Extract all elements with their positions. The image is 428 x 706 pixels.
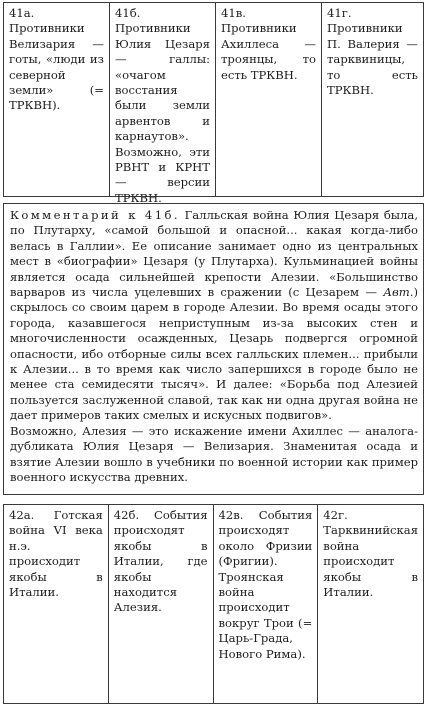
cell-42b: 42б. События происходят якобы в Италии, где якобы находится Алезия.: [109, 505, 214, 703]
commentary-text-part-2: ) скрылось со своим царем в городе Алезии. Во время осады этого города, казавшегося неприступным из-за высоких стен и многочисленности осажденных, Цезарь подвергся огромной опасности, ибо отборные силы всех галльских племен... прибыли к Алезии... в то время как число запершихся в городе было не менее ста семидесяти тысяч». И далее: «Борьба под Алезией пользуется заслуженной славой, так как ни одна другая война не дает примеров таких смелых и искусных подвигов».: [10, 285, 419, 423]
cell-42v: 42в. События происходят около Фризии (Фригии). Троянская война происходит вокруг Трои (= Царь-Града, Нового Рима).: [214, 505, 319, 703]
commentary-text-part-1: Галльская война Юлия Цезаря была, по Плутарху, «самой большой и опасной... какая когда-либо велась в Галлии». Ее описание занимает одно из центральных мест в «биографии» Цезаря (у Плутарха). Кульминацией войны является осада сильнейшей крепости Алезии. «Большинство варваров из числа уцелевших в сражении (с Цезарем —: [10, 208, 418, 300]
cell-42g: 42г. Тарквинийская война происходит якобы в Италии.: [323, 508, 419, 600]
cell-41v: 41в. Противники Ахиллеса — троянцы, то есть ТРКВН.: [216, 3, 322, 196]
commentary-paragraph-2: Возможно, Алезия — это искажение имени Ахиллес — аналога-дубликата Юлия Цезаря — Велизария. Знаменитая осада и взятие Алезии вошло в учебники по военной истории как пример военного искусства древних.: [10, 423, 418, 484]
table-row-42: [3, 504, 424, 704]
commentary-box: [3, 203, 424, 495]
cell-41g: 41г. Противники П. Валерия — тарквиницы, то есть ТРКВН.: [327, 6, 418, 98]
author-note: Авт.: [383, 285, 414, 300]
table-row-41: [3, 2, 424, 205]
cell-41b: 41б. Противники Юлия Цезаря — галлы: «очагом восстания были земли арвентов и карнаутов». Возможно, эти РВНТ и КРНТ — версии ТРКВН.: [110, 3, 216, 196]
cell-42a: 42а. Готская война VI века н.э. происходит якобы в Италии.: [4, 505, 109, 703]
cell-41a: 41a. Противники Велизария — готы, «люди из северной земли» (= ТРКВН).: [4, 3, 110, 196]
commentary-heading: Комментарий к 41б.: [10, 208, 180, 222]
commentary-paragraph-1: [10, 208, 418, 424]
